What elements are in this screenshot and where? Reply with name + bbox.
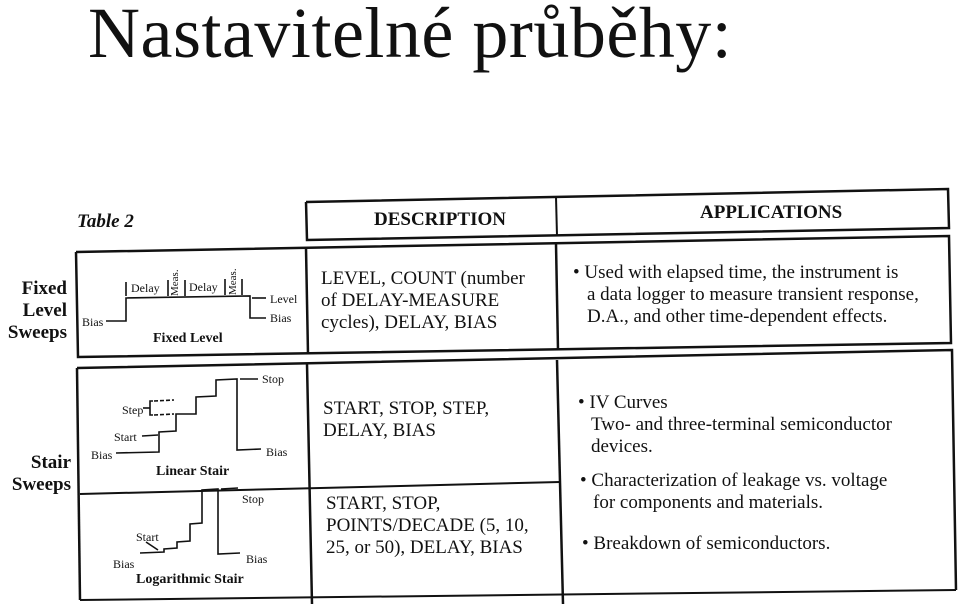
fixed-applications <box>573 262 919 328</box>
fixed-bias-left-label: Bias <box>82 315 104 329</box>
log-stop-label: Stop <box>242 492 265 506</box>
fixed-level-label: Level <box>270 292 298 306</box>
log-start-label: Start <box>136 530 159 544</box>
header-divider <box>556 197 557 236</box>
row-label-fixed-line: Fixed <box>21 278 67 299</box>
stair-divider-1 <box>307 364 312 604</box>
stair-applications-line: Two- and three-terminal semiconductor <box>591 414 892 435</box>
log-description-line: POINTS/DECADE (5, 10, <box>326 515 529 536</box>
table-caption: Table 2 <box>77 211 134 232</box>
fixed-meas-1-label: Meas. <box>169 269 181 296</box>
linear-description-line: START, STOP, STEP, <box>323 398 490 419</box>
fixed-delay-1-label: Delay <box>131 281 160 295</box>
fixed-level-waveform <box>106 279 266 321</box>
header-applications: APPLICATIONS <box>700 202 843 223</box>
stair-applications-line: • Breakdown of semiconductors. <box>582 533 831 554</box>
page-title: Nastavitelné průběhy: <box>88 0 733 73</box>
stair-applications-line: for components and materials. <box>593 492 824 513</box>
fixed-applications-line: • Used with elapsed time, the instrument is <box>573 262 899 283</box>
log-description-line: START, STOP, <box>326 493 441 514</box>
stair-applications-line: • IV Curves <box>578 392 668 413</box>
fixed-diagram-caption: Fixed Level <box>153 331 223 346</box>
fixed-divider-1 <box>306 248 308 354</box>
row-label-fixed <box>2 278 67 344</box>
log-bias-right-label: Bias <box>246 552 268 566</box>
fixed-description-line: cycles), DELAY, BIAS <box>321 312 498 333</box>
fixed-applications-line: D.A., and other time-dependent effects. <box>587 306 888 327</box>
bottom-edge <box>80 590 956 600</box>
linear-description-line: DELAY, BIAS <box>323 420 436 441</box>
linear-bias-left-label: Bias <box>91 448 113 462</box>
stair-applications-line: • Characterization of leakage vs. voltage <box>580 470 888 491</box>
fixed-applications-line: a data logger to measure transient response, <box>587 284 919 305</box>
linear-bias-right-label: Bias <box>266 445 288 459</box>
linear-description <box>323 398 489 442</box>
log-bias-left-label: Bias <box>113 557 135 571</box>
linear-start-label: Start <box>114 430 137 444</box>
stair-applications-item-3 <box>582 533 830 555</box>
fixed-meas-2-label: Meas. <box>227 268 239 295</box>
linear-stop-label: Stop <box>262 372 285 386</box>
fixed-bias-right-label: Bias <box>270 311 292 325</box>
stair-applications-item-2 <box>580 470 887 514</box>
fixed-delay-2-label: Delay <box>189 280 218 294</box>
log-diagram-caption: Logarithmic Stair <box>136 572 244 587</box>
row-label-stair-line: Stair <box>30 452 71 473</box>
fixed-description <box>321 268 525 334</box>
row-label-stair-line: Sweeps <box>11 474 71 495</box>
fixed-divider-2 <box>556 244 558 350</box>
stair-left-edge <box>77 368 80 600</box>
log-description <box>326 493 529 559</box>
stair-applications-item-1 <box>578 392 892 458</box>
row-label-stair <box>2 452 71 496</box>
stair-applications-line: devices. <box>591 436 653 457</box>
fixed-description-line: LEVEL, COUNT (number <box>321 268 525 289</box>
fixed-description-line: of DELAY-MEASURE <box>321 290 500 311</box>
row-label-fixed-line: Sweeps <box>7 322 67 343</box>
log-description-line: 25, or 50), DELAY, BIAS <box>326 537 523 558</box>
linear-diagram-caption: Linear Stair <box>156 464 230 479</box>
row-label-fixed-line: Level <box>22 300 67 321</box>
header-description: DESCRIPTION <box>374 209 506 230</box>
log-stair-waveform <box>140 488 240 554</box>
linear-step-label: Step <box>122 403 144 417</box>
